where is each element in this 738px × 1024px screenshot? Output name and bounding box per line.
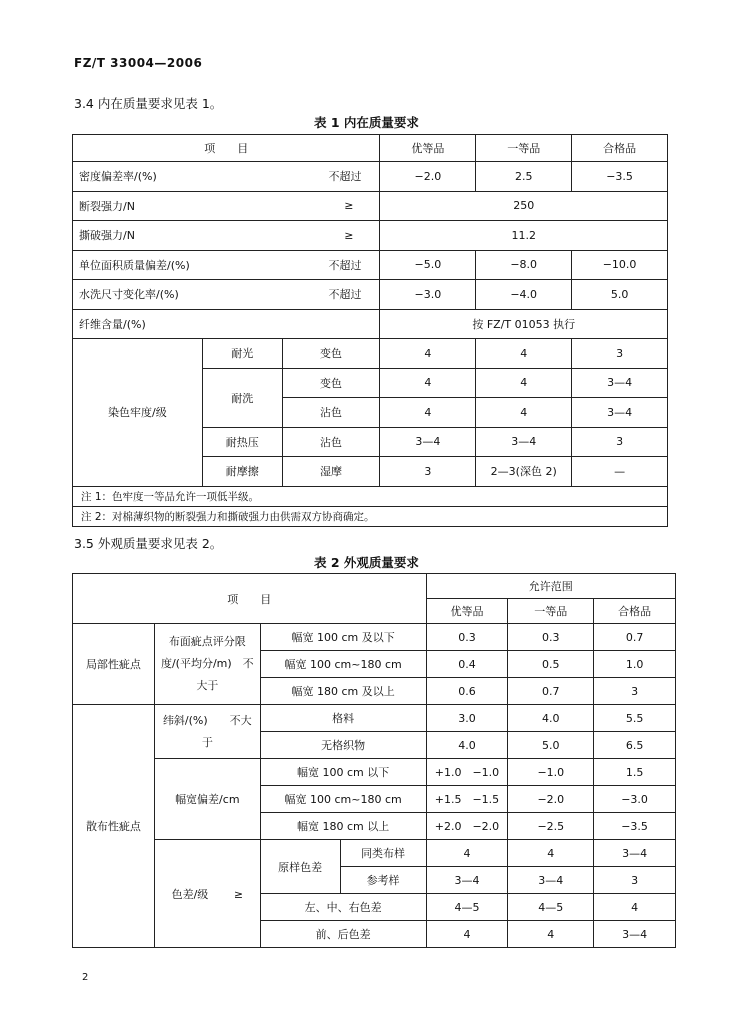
header-grade-qualified: 合格品 [594, 599, 676, 624]
section-3-4-text: 3.4 内在质量要求见表 1。 [74, 96, 223, 111]
cell-value: 6.5 [594, 732, 676, 759]
color-difference-text: 色差/级 [171, 887, 209, 901]
defect-score-label: 布面疵点评分限度/(平均分/m) 不大于 [154, 624, 260, 705]
row-condition: ≥ [282, 221, 380, 251]
table1-caption: 表 1 内在质量要求 [314, 115, 419, 130]
header-grade-first: 一等品 [476, 135, 572, 162]
row-condition: 不超过 [282, 280, 380, 310]
header-item: 项 目 [73, 574, 427, 624]
cell-value: 5.0 [508, 732, 594, 759]
cell-value: −3.5 [572, 162, 668, 192]
cell-value: 0.7 [508, 678, 594, 705]
cell-value: +1.5 −1.5 [426, 786, 508, 813]
original-sample-label: 原样色差 [260, 840, 340, 894]
cell-value: 4 [508, 840, 594, 867]
cell-value: 3—4 [508, 867, 594, 894]
cell-value: 3.0 [426, 705, 508, 732]
table-note [73, 486, 668, 506]
fastness-type: 变色 [282, 339, 380, 369]
table-row [73, 624, 676, 651]
row-label: 断裂强力/N [73, 191, 283, 221]
cell-value: 4 [426, 840, 508, 867]
cell-value: 4 [508, 921, 594, 948]
fastness-item: 耐热压 [202, 427, 282, 457]
table-row [73, 250, 668, 280]
cell-value: −10.0 [572, 250, 668, 280]
cell-value: 11.2 [380, 221, 668, 251]
cell-value: −2.5 [508, 813, 594, 840]
cell-value: 4.0 [508, 705, 594, 732]
section-3-5-text: 3.5 外观质量要求见表 2。 [74, 536, 223, 551]
spec-label: 格料 [260, 705, 426, 732]
fastness-type: 变色 [282, 368, 380, 398]
cell-value: 4 [476, 339, 572, 369]
color-difference-label [154, 840, 260, 948]
cell-value: 3 [572, 339, 668, 369]
cell-value: 4.0 [426, 732, 508, 759]
cell-value: 按 FZ/T 01053 执行 [380, 309, 668, 339]
cell-value: 4 [426, 921, 508, 948]
table-note [73, 506, 668, 526]
cell-value: 4 [476, 368, 572, 398]
table-row [73, 759, 676, 786]
width-deviation-label: 幅宽偏差/cm [154, 759, 260, 840]
spec-label: 幅宽 100 cm 及以下 [260, 624, 426, 651]
cell-value: 3—4 [572, 398, 668, 428]
spec-label: 幅宽 100 cm~180 cm [260, 651, 426, 678]
cell-value: 1.5 [594, 759, 676, 786]
cell-value: — [572, 457, 668, 487]
cell-value: 4—5 [508, 894, 594, 921]
row-label: 水洗尺寸变化率/(%) [73, 280, 283, 310]
cell-value: −5.0 [380, 250, 476, 280]
spec-label: 参考样 [340, 867, 426, 894]
cell-value: +2.0 −2.0 [426, 813, 508, 840]
cell-value: +1.0 −1.0 [426, 759, 508, 786]
cell-value: 0.3 [426, 624, 508, 651]
cell-value: −4.0 [476, 280, 572, 310]
skew-label: 纬斜/(%) 不大于 [154, 705, 260, 759]
spec-label: 幅宽 180 cm 及以上 [260, 678, 426, 705]
spec-label: 幅宽 100 cm~180 cm [260, 786, 426, 813]
row-label: 密度偏差率/(%) [73, 162, 283, 192]
table-row [73, 191, 668, 221]
cell-value: −2.0 [380, 162, 476, 192]
table-row [73, 705, 676, 732]
cell-value: 4 [476, 398, 572, 428]
table2-caption: 表 2 外观质量要求 [314, 555, 419, 570]
spec-label: 幅宽 100 cm 以下 [260, 759, 426, 786]
cell-value: 0.7 [594, 624, 676, 651]
spec-label: 幅宽 180 cm 以上 [260, 813, 426, 840]
cell-value: 3 [572, 427, 668, 457]
header-grade-premium: 优等品 [380, 135, 476, 162]
row-condition: 不超过 [282, 162, 380, 192]
cell-value: 3 [594, 867, 676, 894]
header-grade-first: 一等品 [508, 599, 594, 624]
spec-label: 左、中、右色差 [260, 894, 426, 921]
row-condition: 不超过 [282, 250, 380, 280]
spec-label: 无格织物 [260, 732, 426, 759]
scattered-defects-label: 散布性疵点 [73, 705, 155, 948]
cell-value: 2—3(深色 2) [476, 457, 572, 487]
note-2: 注 2：对棉薄织物的断裂强力和撕破强力由供需双方协商确定。 [73, 506, 668, 526]
cell-value: 0.4 [426, 651, 508, 678]
fastness-label: 染色牢度/级 [73, 339, 203, 487]
cell-value: 3 [380, 457, 476, 487]
table-row [73, 339, 668, 369]
cell-value: 0.5 [508, 651, 594, 678]
fastness-type: 沾色 [282, 398, 380, 428]
table-row [73, 135, 668, 162]
cell-value: 5.0 [572, 280, 668, 310]
cell-value: −1.0 [508, 759, 594, 786]
cell-value: 3—4 [426, 867, 508, 894]
table-row [73, 280, 668, 310]
fastness-item: 耐光 [202, 339, 282, 369]
note-1: 注 1：色牢度一等品允许一项低半级。 [73, 486, 668, 506]
cell-value: 3—4 [380, 427, 476, 457]
cell-value: 4 [380, 368, 476, 398]
cell-value: 3—4 [476, 427, 572, 457]
color-difference-condition: ≥ [233, 887, 244, 901]
cell-value: 250 [380, 191, 668, 221]
cell-value: 0.3 [508, 624, 594, 651]
table-row [73, 574, 676, 599]
cell-value: −2.0 [508, 786, 594, 813]
appearance-quality-table [72, 573, 676, 948]
fastness-type: 沾色 [282, 427, 380, 457]
header-grade-qualified: 合格品 [572, 135, 668, 162]
cell-value: 1.0 [594, 651, 676, 678]
spec-label: 前、后色差 [260, 921, 426, 948]
fastness-item: 耐摩擦 [202, 457, 282, 487]
header-allowed-range: 允许范围 [426, 574, 676, 599]
cell-value: 4 [380, 398, 476, 428]
header-grade-premium: 优等品 [426, 599, 508, 624]
cell-value: 2.5 [476, 162, 572, 192]
cell-value: 3—4 [594, 921, 676, 948]
page-number: 2 [82, 972, 89, 983]
cell-value: 4 [380, 339, 476, 369]
spec-label: 同类布样 [340, 840, 426, 867]
row-label: 单位面积质量偏差/(%) [73, 250, 283, 280]
cell-value: 3—4 [594, 840, 676, 867]
table-row [73, 309, 668, 339]
cell-value: 3—4 [572, 368, 668, 398]
internal-quality-table [72, 134, 668, 527]
cell-value: −8.0 [476, 250, 572, 280]
standard-number: FZ/T 33004—2006 [74, 56, 203, 70]
cell-value: −3.0 [380, 280, 476, 310]
cell-value: 4—5 [426, 894, 508, 921]
cell-value: 4 [594, 894, 676, 921]
cell-value: −3.0 [594, 786, 676, 813]
row-label: 纤维含量/(%) [73, 309, 380, 339]
cell-value: 0.6 [426, 678, 508, 705]
local-defects-label: 局部性疵点 [73, 624, 155, 705]
row-label: 撕破强力/N [73, 221, 283, 251]
fastness-type: 湿摩 [282, 457, 380, 487]
cell-value: −3.5 [594, 813, 676, 840]
cell-value: 5.5 [594, 705, 676, 732]
fastness-item: 耐洗 [202, 368, 282, 427]
table-row [73, 221, 668, 251]
row-condition: ≥ [282, 191, 380, 221]
cell-value: 3 [594, 678, 676, 705]
table-row [73, 840, 676, 867]
table-row [73, 162, 668, 192]
header-item: 项 目 [73, 135, 380, 162]
